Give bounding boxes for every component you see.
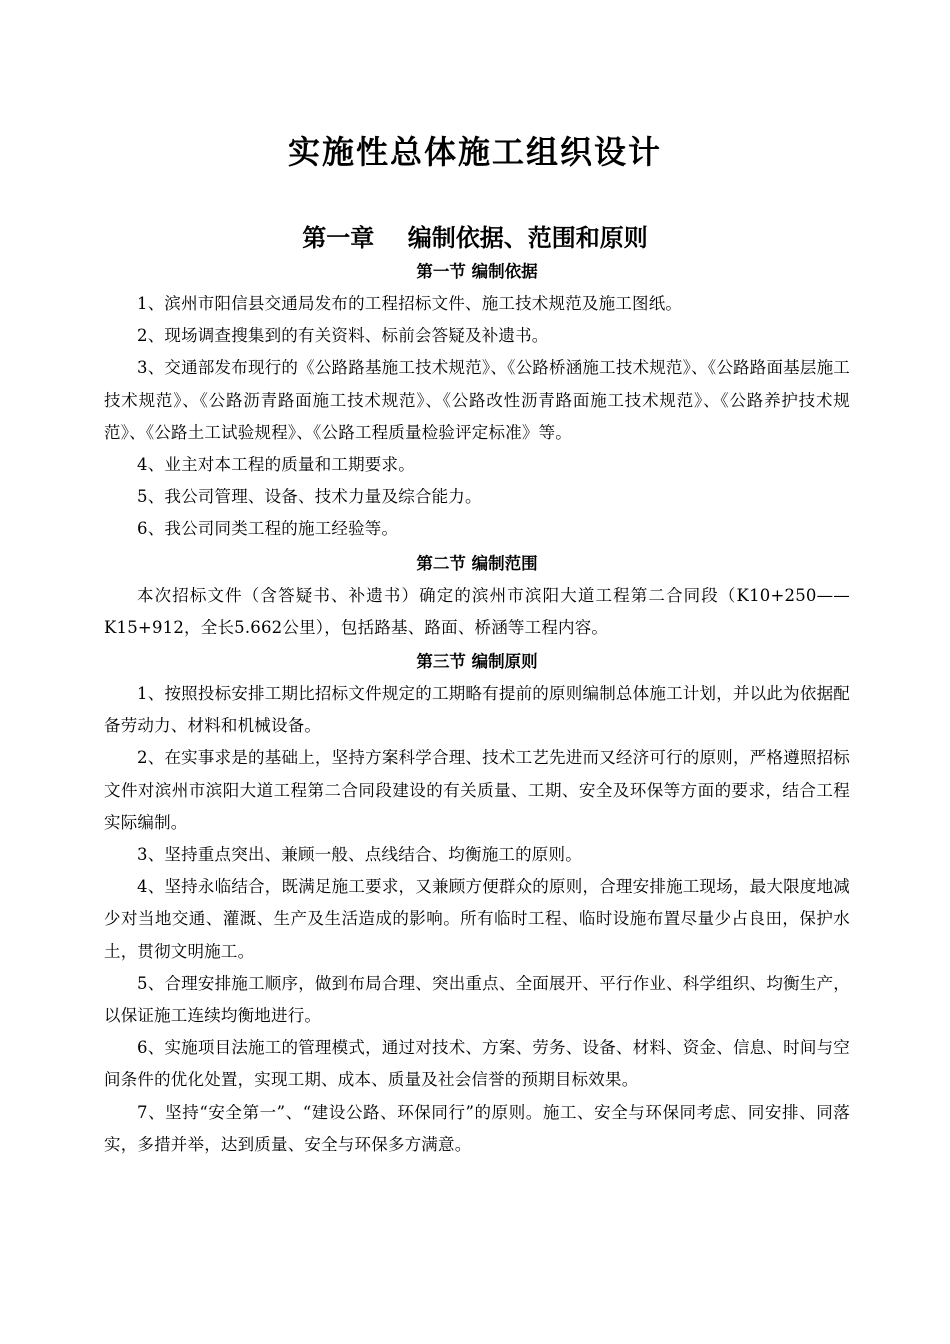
paragraph: 5、合理安排施工顺序，做到布局合理、突出重点、全面展开、平行作业、科学组织、均衡生产，以保证施工连续均衡地进行。 — [104, 973, 850, 1026]
chapter-title: 第一章 编制依据、范围和原则 — [302, 224, 648, 252]
section-title: 第二节 编制范围 — [416, 553, 538, 573]
paragraph: 6、实施项目法施工的管理模式，通过对技术、方案、劳务、设备、材料、资金、信息、时间与空间条件的优化处置，实现工期、成本、质量及社会信誉的预期目标效果。 — [104, 1038, 850, 1090]
paragraph: 本次招标文件（含答疑书、补遗书）确定的滨州市滨阳大道工程第二合同段（K10+250——K15+912，全长5.662公里），包括路基、路面、桥涵等工程内容。 — [104, 585, 850, 637]
paragraph: 1、按照投标安排工期比招标文件规定的工期略有提前的原则编制总体施工计划，并以此为依据配备劳动力、材料和机械设备。 — [104, 684, 850, 736]
paragraph: 1、滨州市阳信县交通局发布的工程招标文件、施工技术规范及施工图纸。 — [137, 294, 683, 313]
paragraph: 3、坚持重点突出、兼顾一般、点线结合、均衡施工的原则。 — [137, 845, 582, 865]
paragraph: 5、我公司管理、设备、技术力量及综合能力。 — [137, 487, 482, 507]
paragraph: 2、现场调查搜集到的有关资料、标前会答疑及补遗书。 — [137, 326, 549, 346]
section-compilation-principles — [104, 646, 850, 1161]
paragraph: 4、坚持永临结合，既满足施工要求，又兼顾方便群众的原则，合理安排施工现场，最大限度地减少对当地交通、灌溉、生产及生活造成的影响。所有临时工程、临时设施布置尽量少占良田，保护水土，贯彻文明施工。 — [104, 877, 850, 961]
document-title: 实施性总体施工组织设计 — [287, 133, 662, 171]
paragraph: 3、交通部发布现行的《公路路基施工技术规范》、《公路桥涵施工技术规范》、《公路路面基层施工技术规范》、《公路沥青路面施工技术规范》、《公路改性沥青路面施工技术规范》、《公路养护技术规范》、《公路土工试验规程》、《公路工程质量检验评定标准》等。 — [104, 358, 850, 442]
paragraph: 7、坚持“安全第一”、“建设公路、环保同行”的原则。施工、安全与环保同考虑、同安排、同落实，多措并举，达到质量、安全与环保多方满意。 — [104, 1102, 850, 1154]
paragraph: 4、业主对本工程的质量和工期要求。 — [137, 455, 415, 475]
section-title: 第三节 编制原则 — [416, 652, 538, 672]
document-body — [104, 256, 850, 1161]
section-compilation-basis — [104, 256, 850, 546]
section-compilation-scope — [104, 548, 850, 644]
section-title: 第一节 编制依据 — [416, 262, 538, 281]
paragraph: 2、在实事求是的基础上，坚持方案科学合理、技术工艺先进而又经济可行的原则，严格遵照招标文件对滨州市滨阳大道工程第二合同段建设的有关质量、工期、安全及环保等方面的要求，结合工程实际编制。 — [104, 748, 850, 832]
paragraph: 6、我公司同类工程的施工经验等。 — [137, 519, 399, 539]
